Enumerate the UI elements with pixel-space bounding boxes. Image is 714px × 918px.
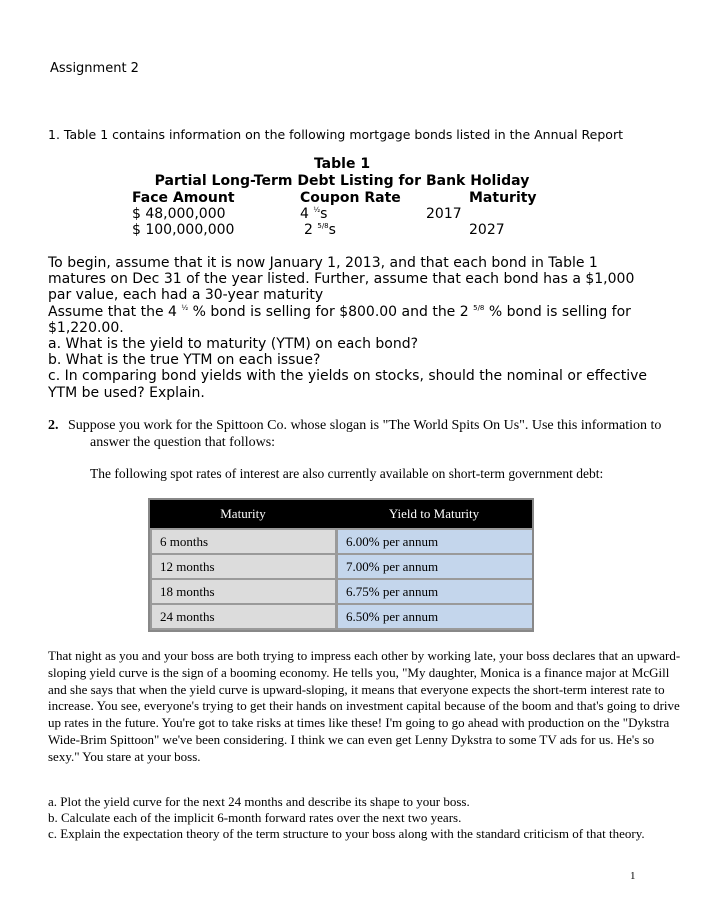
question-1-part-b: b. What is the true YTM on each issue?: [48, 352, 321, 369]
table-1-subtitle: Partial Long-Term Debt Listing for Bank Holiday: [154, 173, 530, 189]
question-1-part-c: c. In comparing bond yields with the yields on stocks, should the nominal or effective YTM be used? Explain.: [48, 368, 647, 401]
bond-1-face: $ 48,000,000: [132, 206, 226, 222]
table-cell-yield: 6.50% per annum: [338, 605, 532, 628]
question-1-part-a: a. What is the yield to maturity (YTM) on each bond?: [48, 336, 419, 353]
page-number: 1: [630, 870, 636, 882]
col-header-ytm: Yield to Maturity: [336, 500, 532, 528]
question-2-scenario: That night as you and your boss are both trying to impress each other by working late, your boss declares that an upward-sloping yield curve is the sign of a booming economy. He tells you, "My daughter, Monica is a finance major at McGill and she says that when the yield curve is upward-sloping, it means that everyone expects the short-term interest rate to increase. You see, everyone's trying to get their hands on investment capital because of the boom and that's going to drive up rates in the future. You're got to take risks at times like these! I'm going to go ahead with production on the "Dykstra Wide-Brim Spittoon" we've been considering. I think we can even get Lenny Dykstra to some TV ads for us. He's so sexy." You stare at your boss.: [48, 648, 681, 764]
bond-2-maturity: 2027: [469, 222, 505, 238]
table-cell-maturity: 18 months: [152, 580, 335, 603]
header-coupon-rate: Coupon Rate: [300, 190, 401, 206]
question-2-intro: 2. Suppose you work for the Spittoon Co. whose slogan is "The World Spits On Us". Use this information to answer the question that follows:: [48, 418, 662, 450]
table-cell-maturity: 12 months: [152, 555, 335, 578]
question-1-prices: Assume that the 4 $^{\frac{1}{2}}$ % bond is selling for $800.00 and the 2 $^{5/8}$ % bond is selling for $1,220.00.: [48, 303, 631, 336]
question-1-body: [48, 255, 658, 401]
header-maturity: Maturity: [469, 190, 537, 206]
col-header-maturity: Maturity: [150, 500, 336, 528]
bond-2-coupon: 2 $^{5/8}$s: [304, 222, 336, 238]
question-2-part-b: b. Calculate each of the implicit 6-month forward rates over the next two years.: [48, 810, 462, 825]
spot-rate-table: [148, 498, 534, 632]
document-title: Assignment 2: [50, 61, 139, 76]
table-cell-yield: 7.00% per annum: [338, 555, 532, 578]
question-2-subtext: The following spot rates of interest are also currently available on short-term government debt:: [90, 466, 604, 481]
bond-1-coupon: 4 $^{\frac{1}{2}}$s: [300, 206, 328, 222]
table-cell-yield: 6.00% per annum: [338, 530, 532, 553]
question-1-assumptions: To begin, assume that it is now January 1, 2013, and that each bond in Table 1 matures on Dec 31 of the year listed. Further, assume that each bond has a $1,000 par value, each had a 30-year maturity: [48, 255, 635, 304]
question-2-number: 2.: [48, 418, 59, 433]
header-face-amount: Face Amount: [132, 190, 235, 206]
table-cell-maturity: 24 months: [152, 605, 335, 628]
question-2-part-c: c. Explain the expectation theory of the term structure to your boss along with the standard criticism of that theory.: [48, 826, 645, 841]
table-cell-yield: 6.75% per annum: [338, 580, 532, 603]
question-1-intro: 1. Table 1 contains information on the following mortgage bonds listed in the Annual Report: [48, 127, 623, 142]
bond-2-face: $ 100,000,000: [132, 222, 235, 238]
bond-1-maturity: 2017: [426, 206, 462, 222]
question-2-part-a: a. Plot the yield curve for the next 24 months and describe its shape to your boss.: [48, 794, 470, 809]
table-cell-maturity: 6 months: [152, 530, 335, 553]
table-1-title: Table 1: [313, 156, 371, 172]
